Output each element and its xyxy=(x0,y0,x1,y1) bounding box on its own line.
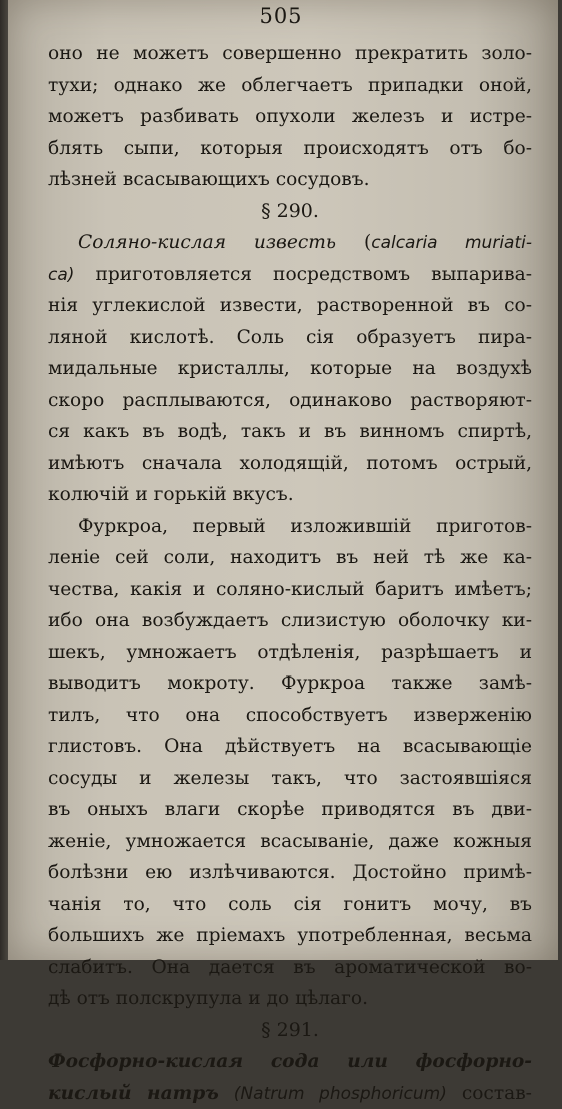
text-line: шекъ, умножаетъ отдѣленія, разрѣшаетъ и xyxy=(48,637,532,669)
page-number: 505 xyxy=(0,4,562,28)
text-line: тилъ, что она способствуетъ изверженію xyxy=(48,700,532,732)
section-290-title: Соляно-кислая известь xyxy=(78,232,336,253)
text-line: оно не можетъ совершенно прекратить золо- xyxy=(48,38,532,70)
section-heading-290: § 290. xyxy=(48,196,532,228)
section-291-title: Фосфорно-кислая сода или фосфорно- xyxy=(48,1051,532,1072)
text-line: лѣзней всасывающихъ сосудовъ. xyxy=(48,164,532,196)
section-290-latin-name: calcaria muriati- xyxy=(371,233,532,253)
text-line: женіе, умножается всасываніе, даже кожныя xyxy=(48,826,532,858)
text-line: нія углекислой извести, растворенной въ со- xyxy=(48,290,532,322)
section-291-title-line xyxy=(48,1046,532,1078)
page-text xyxy=(48,38,532,1109)
section-291-title-end: кислый натръ xyxy=(48,1083,219,1104)
section-290-title-line xyxy=(48,227,532,259)
text-line: въ оныхъ влаги скорѣе приводятся въ дви- xyxy=(48,794,532,826)
text-line: можетъ разбивать опухоли железъ и истре- xyxy=(48,101,532,133)
text-line: болѣзни ею излѣчиваются. Достойно примѣ- xyxy=(48,857,532,889)
text-line: блять сыпи, которыя происходятъ отъ бо- xyxy=(48,133,532,165)
text-line: мидальные кристаллы, которые на воздухѣ xyxy=(48,353,532,385)
text-fragment: приготовляется посредствомъ выпарива- xyxy=(74,264,532,285)
text-line: Фуркроа, первый изложившій приготов- xyxy=(48,511,532,543)
text-line: ибо она возбуждаетъ слизистую оболочку ки- xyxy=(48,605,532,637)
text-line: ся какъ въ водѣ, такъ и въ винномъ спиртѣ, xyxy=(48,416,532,448)
text-line: большихъ же пріемахъ употребленная, весьма xyxy=(48,920,532,952)
text-line: дѣ отъ полскрупула и до цѣлаго. xyxy=(48,983,532,1015)
text-line: слабитъ. Она дается въ ароматической во- xyxy=(48,952,532,984)
text-line: чества, какія и соляно-кислый баритъ имѣетъ; xyxy=(48,574,532,606)
paren: ( xyxy=(364,232,371,253)
text-line xyxy=(48,1078,532,1109)
text-line: чанія то, что соль сія гонитъ мочу, въ xyxy=(48,889,532,921)
text-line: тухи; однако же облегчаетъ припадки оной, xyxy=(48,70,532,102)
section-291-latin-name: (Natrum phosphoricum) xyxy=(234,1084,447,1104)
text-line: глистовъ. Она дѣйствуетъ на всасывающіе xyxy=(48,731,532,763)
section-290-latin-name-end: ca) xyxy=(48,265,74,285)
text-line: ляной кислотѣ. Соль сія образуетъ пира- xyxy=(48,322,532,354)
book-gutter-edge xyxy=(0,0,8,960)
text-line: имѣютъ сначала холодящій, потомъ острый, xyxy=(48,448,532,480)
text-line: леніе сей соли, находитъ въ ней тѣ же ка- xyxy=(48,542,532,574)
text-fragment: состав- xyxy=(447,1083,532,1104)
text-line: выводитъ мокроту. Фуркроа также замѣ- xyxy=(48,668,532,700)
text-line: колючій и горькій вкусъ. xyxy=(48,479,532,511)
section-heading-291: § 291. xyxy=(48,1015,532,1047)
text-line: сосуды и железы такъ, что застоявшіяся xyxy=(48,763,532,795)
text-line xyxy=(48,259,532,291)
text-line: скоро расплываются, одинаково растворяют- xyxy=(48,385,532,417)
